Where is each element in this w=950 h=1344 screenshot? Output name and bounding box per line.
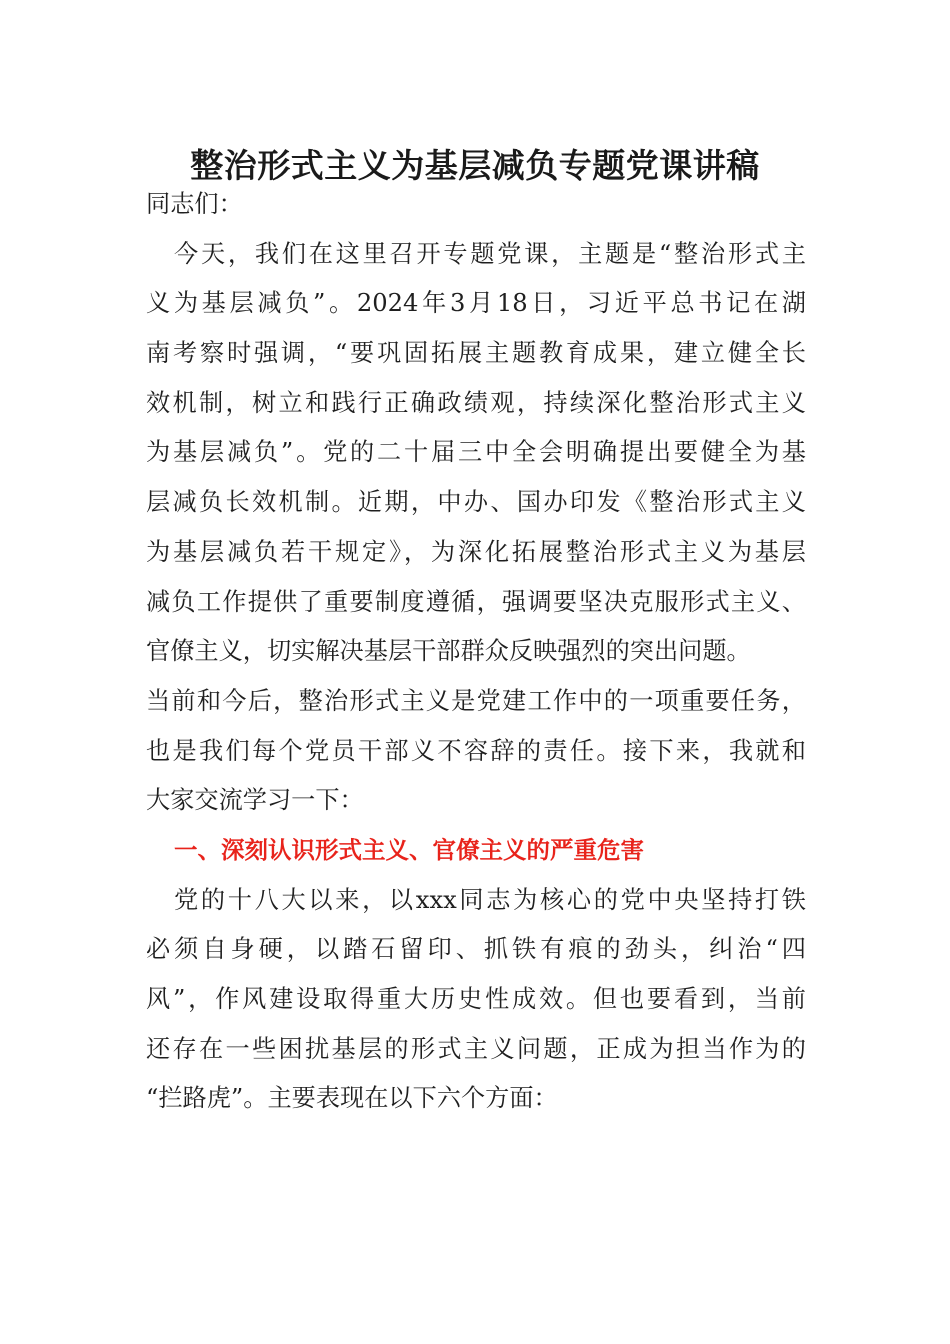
paragraph-line: 层减负长效机制。近期，中办、国办印发《整治形式主义: [146, 488, 806, 517]
paragraph-line: 党的十八大以来，以xxx同志为核心的党中央坚持打铁: [174, 885, 806, 914]
paragraph-line: 义为基层减负”。2024年3月18日，习近平总书记在湖: [146, 289, 806, 318]
paragraph-line: 为基层减负”。党的二十届三中全会明确提出要健全为基: [146, 438, 806, 467]
paragraph-line: 为基层减负若干规定》，为深化拓展整治形式主义为基层: [146, 537, 806, 566]
paragraph-line: 也是我们每个党员干部义不容辞的责任。接下来，我就和: [146, 736, 806, 765]
paragraph-line: 大家交流学习一下：: [146, 786, 364, 815]
paragraph-line: 风”，作风建设取得重大历史性成效。但也要看到，当前: [146, 985, 806, 1013]
paragraph-line: 当前和今后，整治形式主义是党建工作中的一项重要任务，: [146, 686, 806, 715]
document-body: [146, 180, 806, 1124]
paragraph-line: 今天，我们在这里召开专题党课，主题是“整治形式主: [174, 239, 806, 268]
paragraph-line: 必须自身硬，以踏石留印、抓铁有痕的劲头，纠治“四: [146, 935, 806, 964]
salutation: 同志们：: [146, 190, 243, 218]
paragraph-line: 官僚主义，切实解决基层干部群众反映强烈的突出问题。: [146, 637, 751, 666]
paragraph-line: 减负工作提供了重要制度遵循，强调要坚决克服形式主义、: [146, 587, 806, 616]
paragraph-line: “拦路虎”。主要表现在以下六个方面：: [146, 1084, 558, 1113]
paragraph-line: 南考察时强调，“要巩固拓展主题教育成果，建立健全长: [146, 339, 806, 368]
section-heading: 一、深刻认识形式主义、官僚主义的严重危害: [174, 835, 644, 864]
paragraph-line: 效机制，树立和践行正确政绩观，持续深化整治形式主义: [146, 388, 806, 417]
document-title: 整治形式主义为基层减负专题党课讲稿: [190, 146, 760, 185]
paragraph-line: 还存在一些困扰基层的形式主义问题，正成为担当作为的: [146, 1034, 806, 1063]
